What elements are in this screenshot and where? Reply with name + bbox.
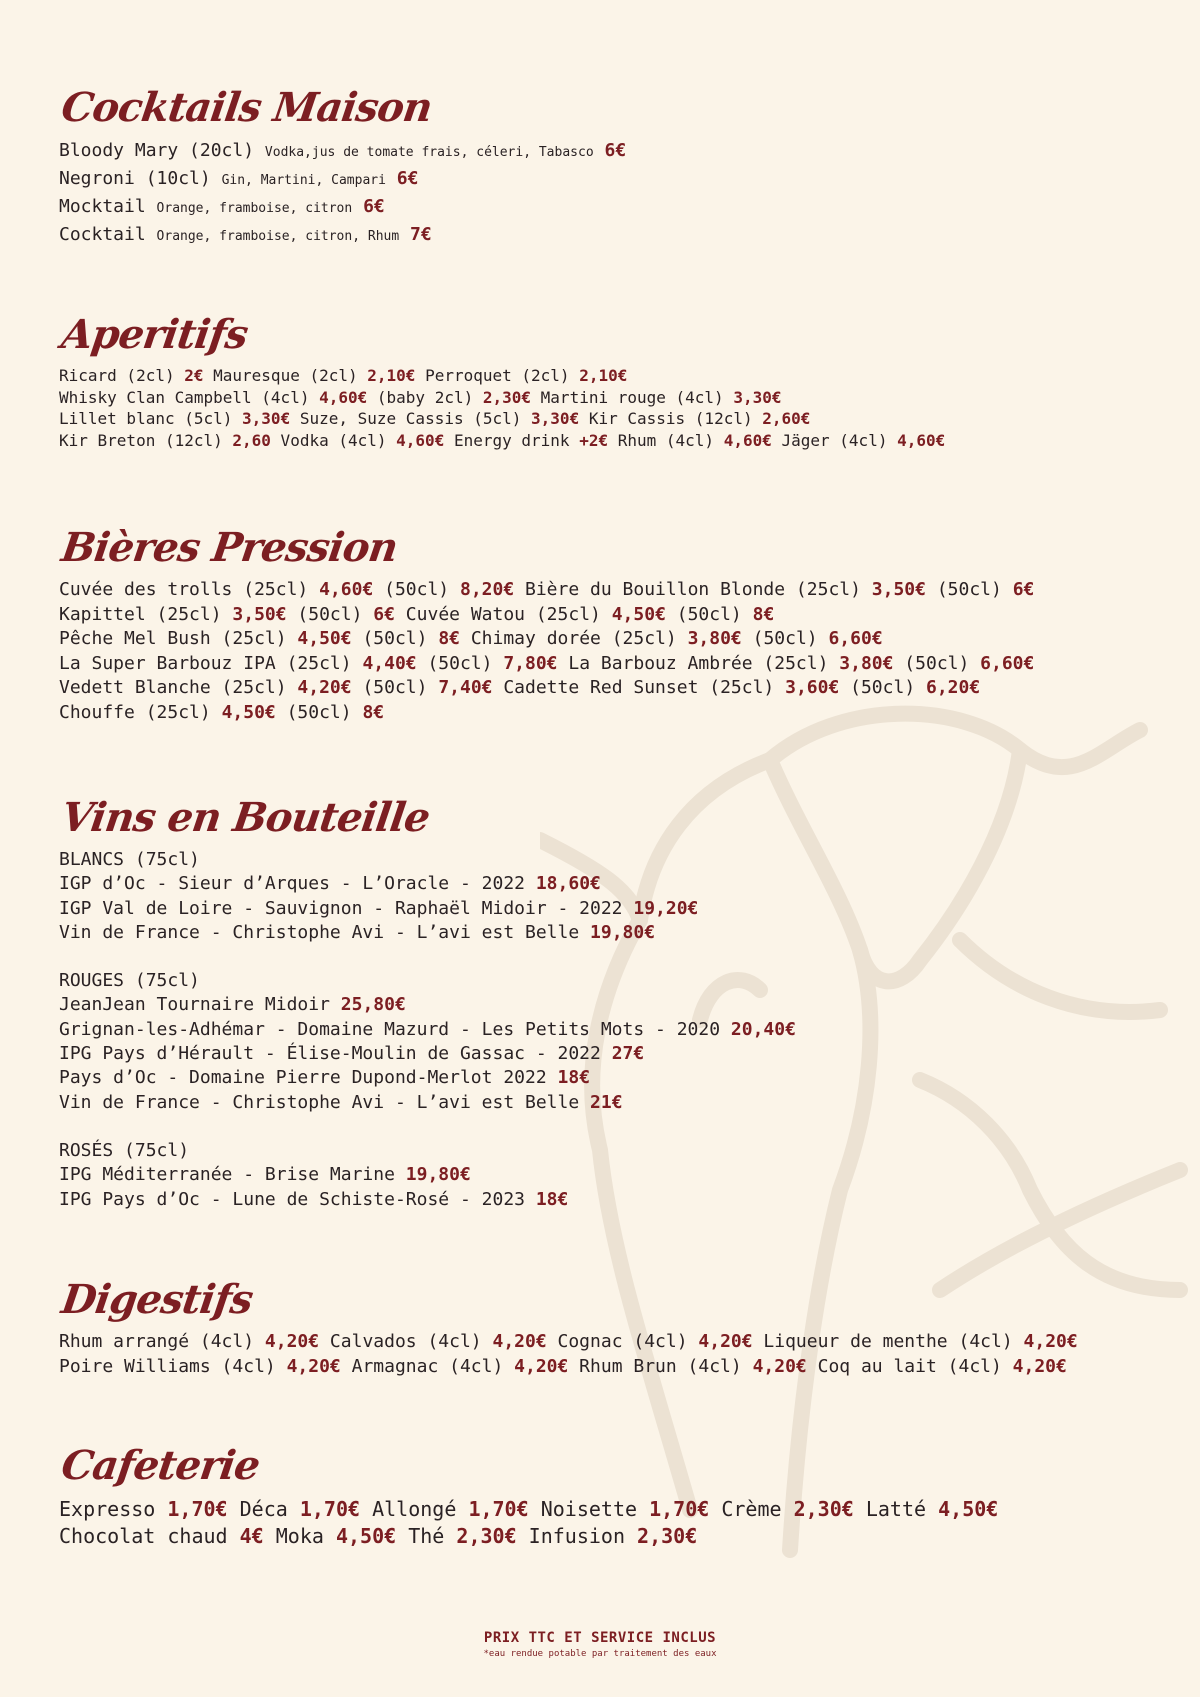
item-text: Poire Williams (4cl) [59, 1355, 287, 1377]
item-text: (50cl) [893, 652, 981, 674]
section-title: Vins en Bouteille [58, 794, 433, 841]
item-text: La Barbouz Ambrée (25cl) [557, 652, 840, 674]
wine-name: Vin de France - Christophe Avi - L’avi est Belle [59, 1091, 580, 1113]
item-text: Expresso [59, 1497, 168, 1521]
item-price: 6€ [363, 196, 385, 217]
item-price: 6,20€ [926, 677, 981, 698]
item-price: 4,20€ [514, 1355, 569, 1377]
menu-line [59, 1018, 1160, 1042]
wine-group [59, 1139, 1160, 1212]
item-price: 3,80€ [687, 628, 742, 649]
item-price: 2,30€ [456, 1524, 517, 1548]
item-price: 4,50€ [221, 701, 276, 723]
item-price: 4,60€ [396, 430, 445, 450]
wine-price: 18,60€ [535, 873, 601, 895]
item-price: 6€ [604, 140, 627, 161]
wine-name: IPG Méditerranée - Brise Marine [59, 1164, 395, 1186]
section-title: Digestifs [58, 1276, 256, 1323]
item-price: 2,60€ [762, 409, 811, 428]
item-text: (50cl) [373, 579, 460, 600]
menu-line [59, 1163, 1160, 1187]
section-title: Cafeterie [58, 1442, 263, 1489]
item-price: 3,30€ [531, 409, 580, 428]
wine-price: 20,40€ [730, 1018, 796, 1040]
footer [0, 1630, 1200, 1659]
wine-price: 25,80€ [340, 994, 406, 1016]
menu-line [59, 627, 1160, 652]
wine-name: IPG Pays d’Oc - Lune de Schiste-Rosé - 2023 [59, 1188, 525, 1210]
item-price: 1,70€ [299, 1497, 361, 1521]
cafeterie-list [59, 1496, 1160, 1550]
item-text: Martini rouge (4cl) [531, 387, 734, 407]
menu-line [59, 194, 1160, 222]
wine-group-heading [59, 1139, 1160, 1163]
item-text: Crème [709, 1497, 794, 1521]
item-name: Mocktail [59, 196, 146, 217]
item-price: 3,50€ [232, 603, 287, 625]
item-price: 6€ [373, 603, 395, 625]
menu-line [59, 1496, 1160, 1523]
item-price: 6,60€ [980, 652, 1035, 674]
item-text: Kir Breton (12cl) [59, 430, 233, 450]
item-text: Perroquet (2cl) [415, 366, 580, 385]
menu-line [59, 1042, 1160, 1066]
wine-price: 18€ [535, 1188, 569, 1210]
item-price: 4,50€ [335, 1524, 397, 1548]
item-price: 4,50€ [938, 1497, 999, 1521]
section-vins [58, 794, 1160, 1236]
wine-price: 27€ [611, 1043, 645, 1065]
wine-name: IGP Val de Loire - Sauvignon - Raphaël Midoir - 2022 [59, 897, 623, 919]
wine-price: 19,80€ [590, 921, 656, 943]
item-text: Vedett Blanche (25cl) [59, 677, 298, 698]
item-text: Pêche Mel Bush (25cl) [59, 628, 298, 649]
vins-list [59, 848, 1160, 1212]
menu-line [59, 1091, 1160, 1115]
item-text: (50cl) [665, 603, 753, 625]
section-bieres [58, 524, 1160, 725]
group-heading-text: BLANCS (75cl) [59, 849, 200, 870]
section-title: Cocktails Maison [58, 84, 435, 131]
menu-line [59, 166, 1160, 194]
section-digestifs [58, 1276, 1160, 1379]
item-text: (50cl) [741, 628, 829, 649]
item-price: 6,60€ [828, 628, 883, 649]
item-text: Infusion [516, 1524, 638, 1548]
item-text: Liqueur de menthe (4cl) [752, 1331, 1024, 1352]
menu-line [59, 652, 1160, 677]
wine-name: IPG Pays d’Hérault - Élise-Moulin de Gassac - 2022 [59, 1043, 601, 1065]
item-price: 7€ [410, 224, 432, 245]
item-text: (50cl) [351, 628, 439, 649]
item-text: Energy drink [444, 430, 580, 450]
cocktails-list [59, 138, 1160, 250]
menu-line [59, 921, 1160, 945]
item-price: 4,50€ [297, 628, 352, 649]
item-price: 8,20€ [459, 579, 515, 600]
item-text: Cadette Red Sunset (25cl) [492, 677, 786, 698]
wine-name: JeanJean Tournaire Midoir [59, 994, 330, 1016]
item-text: Noisette [528, 1497, 650, 1521]
wine-group-heading [59, 848, 1160, 872]
item-price: 6€ [396, 168, 419, 189]
menu-line [59, 1330, 1160, 1355]
item-price: 4,40€ [362, 652, 417, 674]
item-text: Rhum Brun (4cl) [568, 1355, 753, 1377]
section-cocktails [58, 84, 1160, 250]
item-text: Kir Cassis (12cl) [579, 409, 763, 428]
item-price: 7,40€ [438, 677, 493, 698]
item-text: La Super Barbouz IPA (25cl) [59, 652, 363, 674]
menu-line [59, 408, 1160, 430]
wine-price: 21€ [590, 1091, 623, 1113]
wine-group [59, 969, 1160, 1115]
menu-line [59, 701, 1160, 726]
item-price: 2€ [184, 366, 204, 385]
item-text: Cuvée des trolls (25cl) [59, 579, 320, 600]
item-text: Whisky Clan Campbell (4cl) [59, 387, 320, 407]
item-price: 1,70€ [167, 1497, 228, 1521]
item-text: (50cl) [839, 677, 926, 698]
item-text: Lillet blanc (5cl) [59, 409, 243, 428]
item-text: Moka [263, 1524, 336, 1548]
item-price: 3,30€ [242, 409, 291, 428]
item-price: 3,60€ [785, 677, 840, 698]
menu-line [59, 1188, 1160, 1212]
item-name: Cocktail [59, 224, 146, 245]
item-text: Cuvée Watou (25cl) [394, 603, 612, 625]
group-heading-text: ROSÉS (75cl) [59, 1139, 190, 1161]
item-text: Chocolat chaud [59, 1524, 240, 1548]
menu-line [59, 993, 1160, 1017]
item-price: 2,30€ [793, 1497, 854, 1521]
item-description: Vodka,jus de tomate frais, céleri, Tabasco [264, 145, 594, 160]
wine-price: 19,80€ [405, 1164, 471, 1186]
item-text: Allongé [360, 1497, 469, 1521]
item-price: 4,20€ [1012, 1355, 1067, 1377]
item-price: 4,20€ [286, 1355, 341, 1377]
item-price: 3,80€ [839, 652, 894, 674]
item-text: (50cl) [925, 579, 1013, 600]
item-description: Orange, framboise, citron [156, 201, 353, 216]
item-description: Gin, Martini, Campari [221, 173, 386, 188]
item-price: +2€ [579, 430, 609, 450]
item-text: (50cl) [416, 652, 504, 674]
wine-name: Grignan-les-Adhémar - Domaine Mazurd - Les Petits Mots - 2020 [59, 1018, 721, 1040]
item-text: Vodka (4cl) [270, 430, 397, 450]
footer-service-note: PRIX TTC ET SERVICE INCLUS [483, 1630, 717, 1646]
item-name: Negroni (10cl) [59, 168, 211, 189]
item-text: Bière du Bouillon Blonde (25cl) [514, 579, 872, 600]
item-text: (baby 2cl) [367, 387, 483, 407]
item-price: 2,30€ [637, 1524, 698, 1548]
menu-line [59, 365, 1160, 387]
item-price: 4,20€ [752, 1355, 807, 1377]
item-price: 4,20€ [264, 1331, 320, 1352]
menu-line [59, 387, 1160, 409]
wine-group-heading [59, 969, 1160, 993]
item-price: 2,10€ [367, 366, 416, 385]
item-text: (50cl) [351, 677, 439, 698]
footer-water-note: *eau rendue potable par traitement des eaux [483, 1649, 717, 1659]
item-price: 4€ [239, 1524, 264, 1548]
menu-line [59, 1523, 1160, 1550]
menu-line [59, 578, 1160, 603]
section-title: Aperitifs [58, 311, 251, 358]
menu-line [59, 1355, 1160, 1380]
item-price: 4,60€ [897, 430, 946, 450]
item-text: (50cl) [286, 603, 374, 625]
item-text: (50cl) [275, 701, 363, 723]
menu-line [59, 872, 1160, 896]
item-price: 8€ [752, 603, 775, 625]
item-name: Bloody Mary (20cl) [59, 140, 255, 161]
item-price: 1,70€ [468, 1497, 529, 1521]
section-cafeterie [58, 1442, 1160, 1550]
item-text: Latté [853, 1497, 939, 1521]
item-text: Déca [227, 1497, 300, 1521]
menu-line [59, 430, 1160, 452]
item-price: 4,20€ [297, 677, 352, 698]
item-text: Rhum arrangé (4cl) [59, 1331, 265, 1352]
wine-price: 19,20€ [633, 897, 699, 919]
item-price: 6€ [1012, 579, 1035, 600]
item-price: 4,20€ [492, 1331, 547, 1352]
item-text: Rhum (4cl) [608, 430, 724, 450]
wine-group [59, 848, 1160, 945]
item-price: 4,60€ [723, 430, 772, 450]
item-description: Orange, framboise, citron, Rhum [156, 229, 400, 244]
digestifs-list [59, 1330, 1160, 1379]
item-price: 4,60€ [319, 387, 368, 407]
item-price: 2,10€ [579, 366, 628, 385]
item-text: Armagnac (4cl) [340, 1355, 515, 1377]
section-title: Bières Pression [58, 524, 401, 571]
item-price: 1,70€ [649, 1497, 710, 1521]
item-price: 3,50€ [871, 579, 926, 600]
item-text: Suze, Suze Cassis (5cl) [290, 409, 532, 428]
item-price: 7,80€ [503, 652, 558, 674]
item-price: 4,20€ [1023, 1331, 1078, 1352]
menu-line [59, 1066, 1160, 1090]
menu-line [59, 138, 1160, 166]
section-aperitifs [58, 311, 1160, 451]
item-text: Chimay dorée (25cl) [460, 628, 688, 649]
menu-line [59, 897, 1160, 921]
item-price: 4,20€ [698, 1331, 753, 1352]
menu-line [59, 603, 1160, 628]
group-heading-text: ROUGES (75cl) [59, 970, 200, 992]
item-price: 8€ [438, 628, 460, 649]
item-price: 8€ [362, 701, 385, 723]
menu-line [59, 676, 1160, 701]
item-text: Cognac (4cl) [546, 1331, 699, 1352]
bieres-list [59, 578, 1160, 725]
item-text: Coq au lait (4cl) [806, 1355, 1013, 1377]
item-price: 3,30€ [733, 387, 782, 407]
item-price: 2,30€ [482, 387, 532, 407]
item-text: Ricard (2cl) [59, 366, 185, 385]
wine-name: IGP d’Oc - Sieur d’Arques - L’Oracle - 2022 [59, 873, 525, 895]
item-text: Thé [396, 1524, 457, 1548]
item-text: Calvados (4cl) [319, 1331, 493, 1352]
wine-name: Vin de France - Christophe Avi - L’avi est Belle [59, 921, 580, 943]
wine-price: 18€ [557, 1067, 591, 1089]
item-text: Kapittel (25cl) [59, 603, 233, 625]
item-price: 2,60 [232, 430, 271, 450]
wine-name: Pays d’Oc - Domaine Pierre Dupond-Merlot 2022 [59, 1067, 547, 1089]
item-price: 4,60€ [319, 579, 374, 600]
item-text: Mauresque (2cl) [203, 366, 368, 385]
item-text: Jäger (4cl) [771, 430, 898, 450]
aperitifs-list [59, 365, 1160, 451]
item-price: 4,50€ [611, 603, 666, 625]
menu-line [59, 222, 1160, 250]
item-text: Chouffe (25cl) [59, 701, 222, 723]
